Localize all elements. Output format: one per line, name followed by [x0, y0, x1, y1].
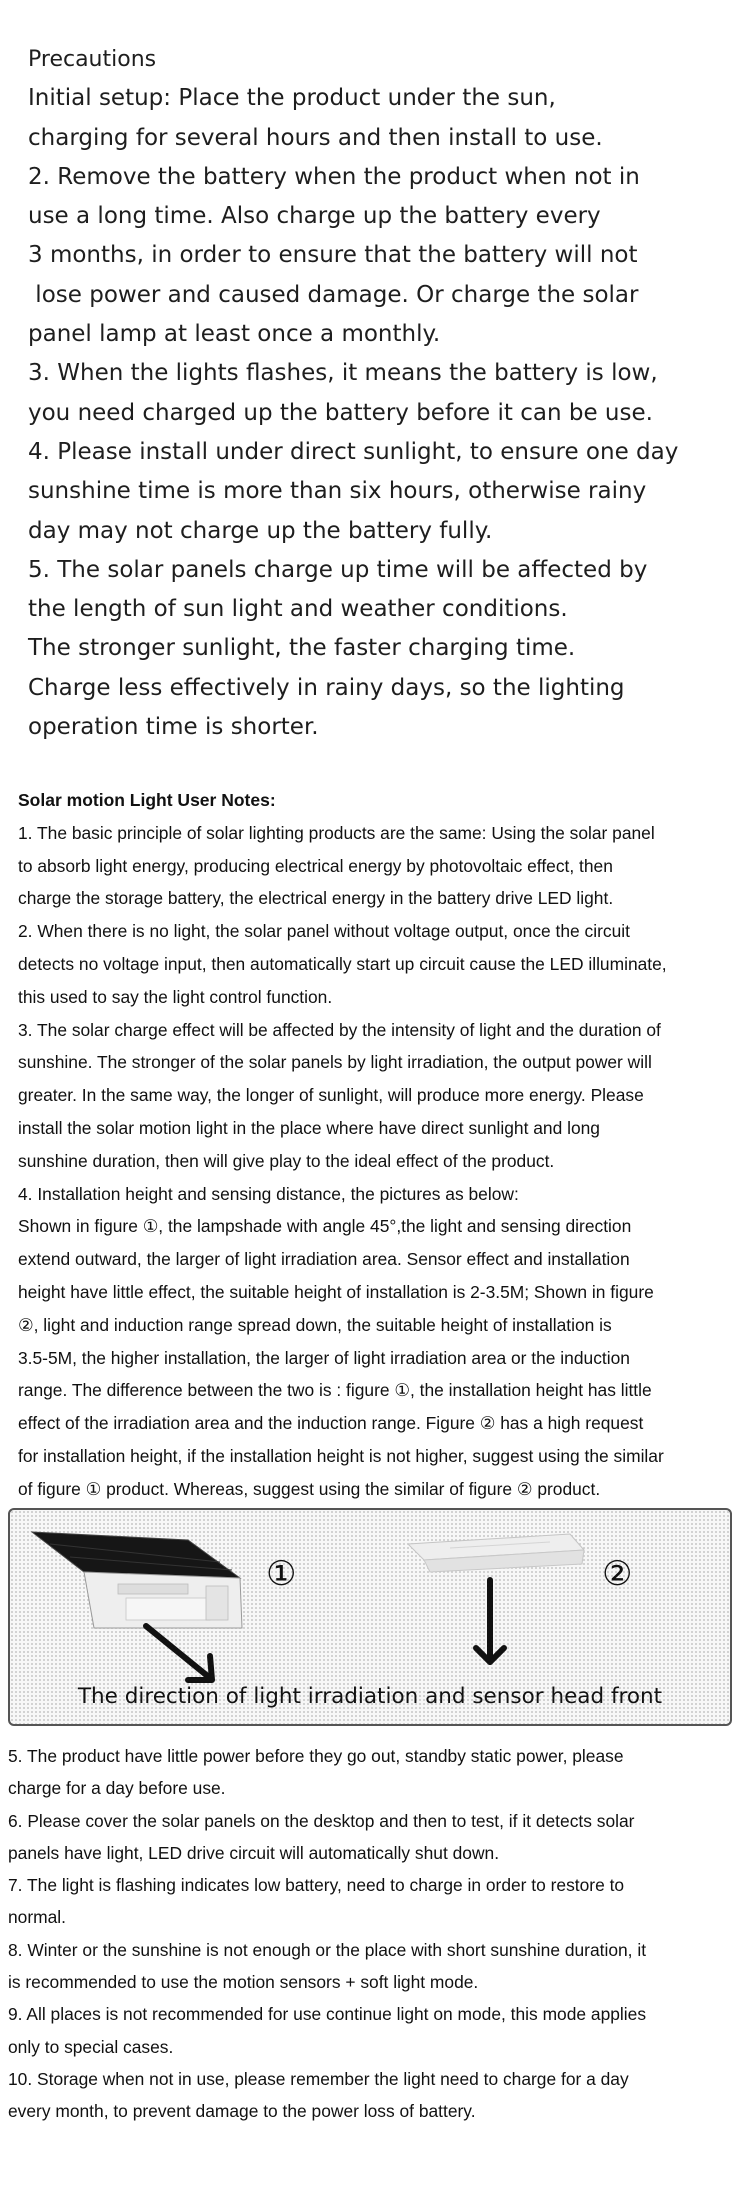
- precautions-line: sunshine time is more than six hours, otherwise rainy: [28, 478, 647, 505]
- user-notes-line: 3. The solar charge effect will be affected by the intensity of light and the duration of: [18, 1019, 661, 1040]
- user-notes-line: only to special cases.: [8, 2036, 174, 2057]
- diagonal-arrow-icon: [146, 1626, 212, 1680]
- user-notes-line: 6. Please cover the solar panels on the desktop and then to test, if it detects solar: [8, 1810, 635, 1831]
- user-notes-line: for installation height, if the installation height is not higher, suggest using the similar: [18, 1445, 664, 1466]
- user-notes-line: 5. The product have little power before they go out, standby static power, please: [8, 1746, 624, 1766]
- figure-2-label: ②: [602, 1554, 633, 1594]
- precautions-line: you need charged up the battery before it can be use.: [28, 399, 653, 426]
- user-notes-line: 8. Winter or the sunshine is not enough or the place with short sunshine duration, it: [8, 1939, 647, 1960]
- user-notes-line: 3.5-5M, the higher installation, the larger of light irradiation area or the induction: [18, 1347, 630, 1368]
- precautions-line: lose power and caused damage. Or charge the solar: [28, 281, 639, 308]
- user-notes-line: 4. Installation height and sensing distance, the pictures as below:: [18, 1183, 519, 1204]
- precautions-line: 4. Please install under direct sunlight, to ensure one day: [28, 438, 679, 465]
- precautions-line: 3. When the lights flashes, it means the battery is low,: [28, 360, 658, 387]
- down-arrow-icon: [476, 1580, 504, 1662]
- user-notes-line: sunshine duration, then will give play to the ideal effect of the product.: [18, 1150, 555, 1171]
- user-notes-line: charge for a day before use.: [8, 1778, 226, 1799]
- precautions-line: panel lamp at least once a monthly.: [28, 321, 441, 348]
- user-notes-line: effect of the irradiation area and the induction range. Figure ② has a high request: [18, 1413, 644, 1434]
- precautions-line: use a long time. Also charge up the battery every: [28, 203, 601, 230]
- user-notes-line: height have little effect, the suitable height of installation is 2-3.5M; Shown in figure: [18, 1281, 654, 1302]
- precautions-line: 3 months, in order to ensure that the battery will not: [28, 242, 638, 269]
- user-notes-line: ②, light and induction range spread down, the suitable height of installation is: [18, 1314, 612, 1335]
- figure-caption: The direction of light irradiation and sensor head front: [77, 1684, 663, 1709]
- user-notes-line: normal.: [8, 1907, 66, 1928]
- precautions-line: day may not charge up the battery fully.: [28, 517, 493, 544]
- installation-figure: [8, 1508, 732, 1726]
- user-notes-line: detects no voltage input, then automatically start up circuit cause the LED illuminate,: [18, 953, 667, 974]
- user-notes-line: 9. All places is not recommended for use continue light on mode, this mode applies: [8, 2004, 647, 2025]
- precautions-title: Precautions: [28, 47, 157, 72]
- user-notes-line: panels have light, LED drive circuit will automatically shut down.: [8, 1842, 500, 1863]
- user-notes-line: install the solar motion light in the place where have direct sunlight and long: [18, 1117, 600, 1138]
- flat-lamp-illustration: [408, 1534, 584, 1572]
- user-notes-section: [18, 784, 730, 1506]
- user-notes-line: sunshine. The stronger of the solar panels by light irradiation, the output power will: [18, 1052, 652, 1073]
- precautions-line: 2. Remove the battery when the product when not in: [28, 163, 640, 190]
- precautions-section: [28, 40, 728, 747]
- precautions-line: 5. The solar panels charge up time will be affected by: [28, 556, 648, 583]
- user-notes-title: Solar motion Light User Notes:: [18, 790, 276, 810]
- user-notes-line: greater. In the same way, the longer of sunlight, will produce more energy. Please: [18, 1085, 644, 1106]
- user-notes-line: range. The difference between the two is : figure ①, the installation height has little: [18, 1380, 652, 1401]
- user-notes-line: this used to say the light control function.: [18, 986, 333, 1007]
- user-notes-line: 1. The basic principle of solar lighting products are the same: Using the solar panel: [18, 822, 655, 843]
- precautions-line: charging for several hours and then install to use.: [28, 124, 603, 151]
- angled-lamp-illustration: [32, 1532, 242, 1628]
- precautions-line: operation time is shorter.: [28, 714, 319, 741]
- user-notes-line: to absorb light energy, producing electrical energy by photovoltaic effect, then: [18, 855, 613, 876]
- user-notes-line: Shown in figure ①, the lampshade with angle 45°,the light and sensing direction: [18, 1216, 632, 1237]
- precautions-line: Charge less effectively in rainy days, so the lighting: [28, 674, 625, 701]
- user-notes-line: charge the storage battery, the electrical energy in the battery drive LED light.: [18, 888, 614, 909]
- precautions-line: The stronger sunlight, the faster charging time.: [28, 635, 576, 662]
- user-notes-line: extend outward, the larger of light irradiation area. Sensor effect and installation: [18, 1249, 630, 1270]
- user-notes-line: of figure ① product. Whereas, suggest using the similar of figure ② product.: [18, 1478, 601, 1499]
- user-notes-line: every month, to prevent damage to the power loss of battery.: [8, 2101, 476, 2122]
- user-notes-line: 2. When there is no light, the solar panel without voltage output, once the circuit: [18, 921, 630, 942]
- user-notes-line: is recommended to use the motion sensors + soft light mode.: [8, 1972, 479, 1993]
- user-notes-line: 10. Storage when not in use, please remember the light need to charge for a day: [8, 2068, 629, 2089]
- precautions-line: the length of sun light and weather conditions.: [28, 596, 568, 623]
- precautions-line: Initial setup: Place the product under the sun,: [28, 85, 556, 112]
- figure-1-label: ①: [266, 1554, 297, 1594]
- user-notes-continued: [8, 1740, 732, 2128]
- user-notes-line: 7. The light is flashing indicates low battery, need to charge in order to restore to: [8, 1875, 625, 1896]
